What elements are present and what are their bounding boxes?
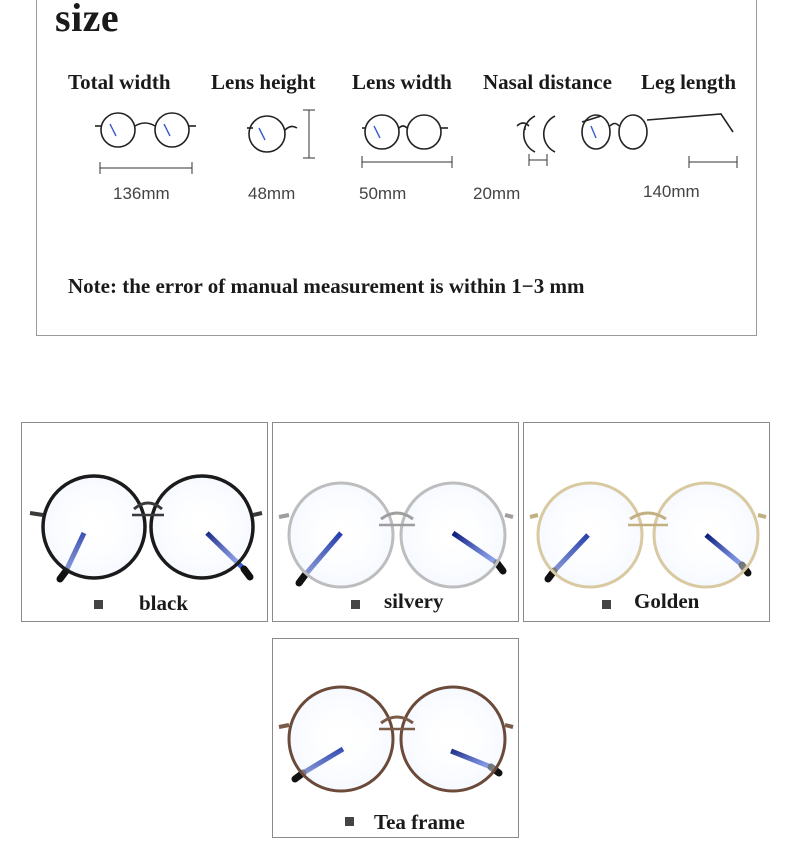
measure-label: Leg length — [641, 70, 737, 94]
color-card-silvery[interactable] — [272, 422, 519, 622]
measure-value: 140mm — [643, 182, 700, 201]
measure-lens-width — [352, 70, 492, 210]
glasses-front-width-icon — [68, 100, 208, 180]
color-card-black[interactable] — [21, 422, 268, 622]
nasal-distance-icon — [483, 100, 623, 180]
bullet-icon — [351, 600, 360, 609]
lens-width-icon — [352, 100, 492, 180]
size-title: size — [55, 0, 120, 40]
measure-label: Total width — [68, 70, 171, 94]
measure-total-width — [68, 70, 208, 210]
color-label: black — [139, 591, 189, 615]
color-card-tea-frame[interactable] — [272, 638, 519, 838]
color-label: Golden — [634, 589, 700, 613]
measure-leg-length — [641, 70, 781, 210]
lens-height-icon — [211, 100, 351, 180]
size-panel — [36, 0, 757, 336]
measure-value: 136mm — [113, 184, 170, 203]
color-label: Tea frame — [374, 810, 465, 834]
measure-value: 20mm — [473, 184, 521, 203]
bullet-icon — [345, 817, 354, 826]
color-card-golden[interactable] — [523, 422, 770, 622]
measure-value: 48mm — [248, 184, 296, 203]
measure-nasal-distance — [473, 70, 623, 210]
measure-label: Nasal distance — [483, 70, 612, 94]
bullet-icon — [94, 600, 103, 609]
measure-value: 50mm — [359, 184, 407, 203]
measure-lens-height — [211, 70, 351, 210]
measurement-note: Note: the error of manual measurement is within 1−3 mm — [68, 274, 585, 298]
glasses-tea-frame-image — [273, 639, 520, 839]
color-label: silvery — [384, 589, 444, 613]
bullet-icon — [602, 600, 611, 609]
temple-length-icon — [641, 100, 781, 180]
measure-label: Lens width — [352, 70, 452, 94]
measure-label: Lens height — [211, 70, 316, 94]
